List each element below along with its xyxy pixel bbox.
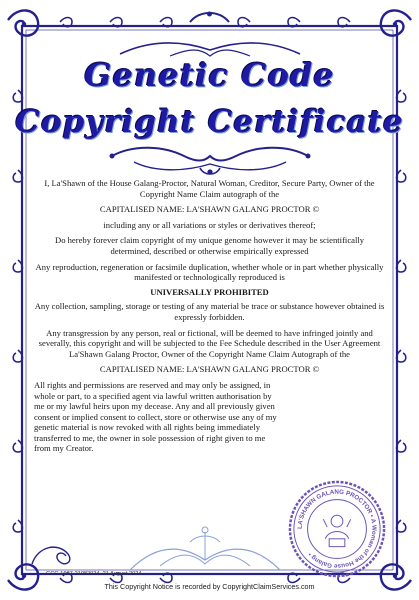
transgression-paragraph: Any transgression by any person, real or fictional, will be deemed to have infringed jointly and severally, this copyright and will be subjected to the Fee Schedule described in the User Agreement La'Shawn Galang Proctor, Owner of the Copyright Name Claim Autograph of the [38,327,381,359]
declaration-paragraph: I, La'Shawn of the House Galang-Proctor, Natural Woman, Creditor, Secure Party, Owner of the Copyright Name Claim autograph of the [44,178,375,199]
variations-paragraph: including any or all variations or styles or derivatives thereof; [103,219,316,230]
bottom-ornament [120,520,290,576]
footer-notice: This Copyright Notice is recorded by CopyrightClaimServices.com [104,582,315,591]
reproduction-paragraph: Any reproduction, regeneration or facsimile duplication, whether whole or in part whether physically manifested or technologically reproduced is [35,261,384,283]
official-seal [288,480,386,578]
certificate-body [34,178,385,454]
svg-text:LA'SHAWN GALANG PROCTOR • A Wo [297,489,378,570]
seal-text: LA'SHAWN GALANG PROCTOR • A Woman of the House Galang • [296,488,378,570]
certificate-id: GCC-1687-21082024 [46,571,100,577]
prohibited-heading: UNIVERSALLY PROHIBITED [150,286,269,297]
title-genetic-code: Genetic Code [84,56,335,94]
collection-paragraph: Any collection, sampling, storage or testing of any material be trace or substance however obtained is expressly forbidden. [34,301,385,322]
claim-paragraph: Do hereby forever claim copyright of my unique genome however it may be scientifically determined, described or otherwise empirically expressed [54,235,365,256]
divider-ornament [104,142,316,178]
capitalised-name-line-2: CAPITALISED NAME: LA'SHAWN GALANG PROCTOR © [99,364,320,375]
rights-paragraph: All rights and permissions are reserved and may only be assigned, in whole or part, to a specified agent via lawful written authorisation by me or my lawful heirs upon my decease. Any and all previously given consent or implied consent to collect, store or otherwise use any of my genetic material is now revoked with all rights being immediately transferred to me, the owner in sole possession of right given to me from my Creator. [34,379,277,454]
capitalised-name-line: CAPITALISED NAME: LA'SHAWN GALANG PROCTOR © [99,204,320,215]
bottom-left-ornament [28,538,88,568]
title-copyright-certificate: Copyright Certificate [15,104,404,140]
certificate-id-line [46,571,142,577]
certificate-date: 21 August 2024 [102,571,142,577]
